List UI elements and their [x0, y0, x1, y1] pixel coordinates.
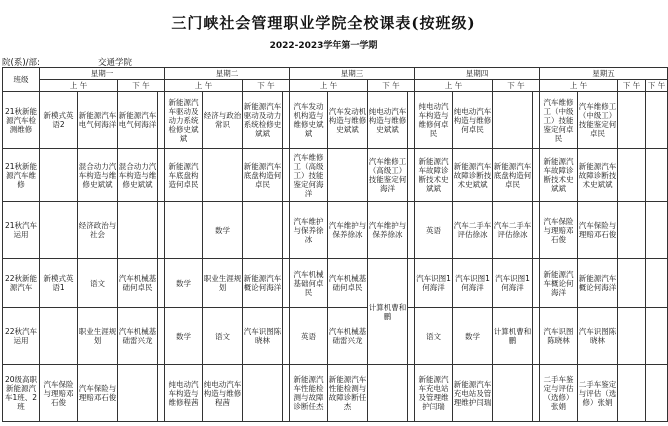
- course-cell: 汽车二手车评估徐冰: [453, 202, 493, 259]
- course-cell: [533, 308, 540, 365]
- course-cell: [618, 308, 646, 365]
- course-cell: 纯电动汽车构造与维修程茜: [203, 365, 243, 422]
- course-cell: 语文: [78, 259, 118, 308]
- day-header-fri: 星期五: [540, 68, 668, 80]
- course-cell: 英语: [290, 308, 328, 365]
- course-cell: 职业生涯规划: [203, 259, 243, 308]
- course-cell: 汽车发动机构造与维修史斌斌: [328, 92, 368, 149]
- am-header: 上 午: [40, 80, 118, 92]
- course-cell-merged: 计算机曹和鹏: [368, 259, 408, 365]
- course-cell: 英语: [415, 202, 453, 259]
- pm-header: 下 午: [618, 80, 646, 92]
- course-cell: [408, 149, 415, 202]
- course-cell: 汽车维修工（高级工）技能鉴定何海洋: [368, 149, 408, 202]
- course-cell: [533, 202, 540, 259]
- course-cell: 语文: [203, 308, 243, 365]
- course-cell: 新能源汽车电气何海洋: [118, 92, 158, 149]
- course-cell: 汽车机械基础何卓民: [118, 259, 158, 308]
- class-name-cell: 21秋汽车运用: [3, 202, 40, 259]
- course-cell: 新能源汽车充电站及管理维护闫瑞: [453, 365, 493, 422]
- course-cell: [283, 365, 290, 422]
- course-cell: [408, 259, 415, 308]
- course-cell: 汽车识图陈晓林: [243, 308, 283, 365]
- am-header: 上 午: [415, 80, 493, 92]
- course-cell: 汽车识图1何海洋: [415, 259, 453, 308]
- course-cell: 数学: [165, 259, 203, 308]
- course-cell: 汽车识图陈晓林: [540, 308, 578, 365]
- course-cell: 汽车维护与保养徐冰: [328, 202, 368, 259]
- course-cell: [533, 149, 540, 202]
- half-day-header-row: [3, 80, 668, 92]
- course-cell: 经济政治与社会: [78, 202, 118, 259]
- course-cell: 新能源汽车概论何海洋: [540, 259, 578, 308]
- timetable: [2, 67, 668, 422]
- pm-header: 下 午: [118, 80, 165, 92]
- course-cell: 新能源汽车驱动及动力系统检修史斌斌: [165, 92, 203, 149]
- table-row: [3, 259, 668, 308]
- course-cell: 计算机曹和鹏: [493, 308, 533, 365]
- course-cell: [158, 365, 165, 422]
- course-cell: 汽车保险与理赔邓石俊: [578, 202, 618, 259]
- course-cell: 纯电动汽车构造与维修程茜: [165, 365, 203, 422]
- course-cell: [646, 308, 668, 365]
- course-cell: [493, 365, 533, 422]
- course-cell: 新能源汽车底盘构造何卓民: [493, 149, 533, 202]
- course-cell: 新能源汽车性能检测与故障诊断任杰: [290, 365, 328, 422]
- course-cell: 汽车发动机构造与维修史斌斌: [290, 92, 328, 149]
- day-header-thu: 星期四: [415, 68, 540, 80]
- course-cell: 经济与政治常识: [203, 92, 243, 149]
- course-cell: 汽车机械基础何卓民: [328, 259, 368, 308]
- am-header: 上 午: [540, 80, 618, 92]
- course-cell: 二手车鉴定与评估（选修）张娟: [578, 365, 618, 422]
- course-cell: [283, 202, 290, 259]
- course-cell: 新能源汽车充电站及管理维护闫瑞: [415, 365, 453, 422]
- course-cell: 纯电动汽车构造与维修何卓民: [453, 92, 493, 149]
- course-cell: 新能源汽车驱动及动力系统检修史斌斌: [243, 92, 283, 149]
- course-cell: 新能源汽车故障诊断技术史斌斌: [415, 149, 453, 202]
- course-cell: 混合动力汽车构造与维修史斌斌: [118, 149, 158, 202]
- department-value: 交通学院: [98, 58, 133, 68]
- course-cell: 混合动力汽车构造与维修史斌斌: [78, 149, 118, 202]
- course-cell: [165, 202, 203, 259]
- course-cell: 新能源汽车概论何海洋: [243, 259, 283, 308]
- semester-subtitle: 2022-2023学年第一学期: [269, 41, 378, 51]
- page-title: 三门峡社会管理职业学院全校课表(按班级): [171, 14, 476, 32]
- course-cell: 汽车二手车评估徐冰: [493, 202, 533, 259]
- course-cell: [283, 92, 290, 149]
- course-cell: 新能源汽车电气何海洋: [78, 92, 118, 149]
- course-cell: [243, 365, 283, 422]
- course-cell: [368, 365, 408, 422]
- course-cell: [283, 149, 290, 202]
- course-cell: 新模式英语2: [40, 92, 78, 149]
- course-cell: [646, 202, 668, 259]
- course-cell: [533, 92, 540, 149]
- pm-header: 下 午: [243, 80, 290, 92]
- day-header-tue: 星期二: [165, 68, 290, 80]
- pm-header: 下 午: [646, 80, 668, 92]
- course-cell: 新模式英语1: [40, 259, 78, 308]
- course-cell: [283, 259, 290, 308]
- course-cell: 数学: [165, 308, 203, 365]
- course-cell: 新能源汽车底盘构造何卓民: [243, 149, 283, 202]
- course-cell: 汽车识图1何海洋: [493, 259, 533, 308]
- course-cell: 数学: [453, 308, 493, 365]
- course-cell: [243, 202, 283, 259]
- class-name-cell: 21秋新能源汽车维修: [3, 149, 40, 202]
- course-cell: 汽车保险与理赔邓石俊: [78, 365, 118, 422]
- course-cell: [618, 149, 646, 202]
- course-cell: 汽车保险与理赔邓石俊: [40, 365, 78, 422]
- course-cell: [646, 92, 668, 149]
- course-cell: 汽车维修工（中级工）技能鉴定何卓民: [540, 92, 578, 149]
- course-cell: 纯电动汽车构造与维修何卓民: [415, 92, 453, 149]
- class-column-header: 班级: [3, 68, 40, 92]
- course-cell: [283, 308, 290, 365]
- course-cell: [158, 259, 165, 308]
- class-name-cell: 20级高职新能源汽车1班、2班: [3, 365, 40, 422]
- course-cell: 新能源汽车故障诊断技术史斌斌: [578, 149, 618, 202]
- pm-header: 下 午: [368, 80, 415, 92]
- course-cell: 新能源汽车性能检测与故障诊断任杰: [328, 365, 368, 422]
- course-cell: 职业生涯规划: [78, 308, 118, 365]
- course-cell: [533, 259, 540, 308]
- course-cell: 新能源汽车概论何海洋: [578, 259, 618, 308]
- course-cell: [328, 149, 368, 202]
- course-cell: 数学: [203, 202, 243, 259]
- course-cell: 汽车维修工（中级工）技能鉴定何卓民: [578, 92, 618, 149]
- class-name-cell: 22秋汽车运用: [3, 308, 40, 365]
- course-cell: [118, 202, 158, 259]
- table-row: [3, 92, 668, 149]
- course-cell: 汽车维护与保养徐冰: [368, 202, 408, 259]
- course-cell: [158, 92, 165, 149]
- course-cell: [533, 365, 540, 422]
- course-cell: [118, 365, 158, 422]
- course-cell: 汽车维护与保养徐冰: [290, 202, 328, 259]
- am-header: 上 午: [290, 80, 368, 92]
- course-cell: 新能源汽车故障诊断技术史斌斌: [453, 149, 493, 202]
- am-header: 上 午: [165, 80, 243, 92]
- course-cell: 汽车机械基础雷兴龙: [328, 308, 368, 365]
- course-cell: 汽车机械基础雷兴龙: [118, 308, 158, 365]
- course-cell: [408, 308, 415, 365]
- course-cell: [203, 149, 243, 202]
- course-cell: [618, 259, 646, 308]
- day-header-wed: 星期三: [290, 68, 415, 80]
- table-row: [3, 308, 668, 365]
- course-cell: [618, 92, 646, 149]
- course-cell: [408, 365, 415, 422]
- course-cell: 汽车保险与理赔邓石俊: [540, 202, 578, 259]
- course-cell: [40, 149, 78, 202]
- course-cell: [646, 365, 668, 422]
- course-cell: [408, 92, 415, 149]
- department-label: 院(系)/部:: [2, 58, 40, 68]
- course-cell: [646, 149, 668, 202]
- course-cell: 新能源汽车底盘构造何卓民: [165, 149, 203, 202]
- course-cell: 汽车维修工（高级工）技能鉴定何海洋: [290, 149, 328, 202]
- pm-header: 下 午: [493, 80, 540, 92]
- course-cell: 新能源汽车故障诊断技术史斌斌: [540, 149, 578, 202]
- course-cell: [493, 92, 533, 149]
- course-cell: [40, 202, 78, 259]
- class-name-cell: 22秋新能源汽车: [3, 259, 40, 308]
- course-cell: 二手车鉴定与评估（选修）张娟: [540, 365, 578, 422]
- course-cell: [158, 202, 165, 259]
- course-cell: 纯电动汽车构造与维修史斌斌: [368, 92, 408, 149]
- course-cell: [618, 365, 646, 422]
- table-row: [3, 149, 668, 202]
- course-cell: [646, 259, 668, 308]
- table-row: [3, 365, 668, 422]
- course-cell: [158, 149, 165, 202]
- class-name-cell: 21秋新能源汽车检测维修: [3, 92, 40, 149]
- course-cell: [158, 308, 165, 365]
- course-cell: [618, 202, 646, 259]
- day-header-mon: 星期一: [40, 68, 165, 80]
- course-cell: 汽车识图陈晓林: [578, 308, 618, 365]
- course-cell: [40, 308, 78, 365]
- course-cell: 汽车识图1何海洋: [453, 259, 493, 308]
- day-header-row: [3, 68, 668, 80]
- course-cell: [408, 202, 415, 259]
- course-cell: 语文: [415, 308, 453, 365]
- table-row: [3, 202, 668, 259]
- course-cell: 汽车机械基础何卓民: [290, 259, 328, 308]
